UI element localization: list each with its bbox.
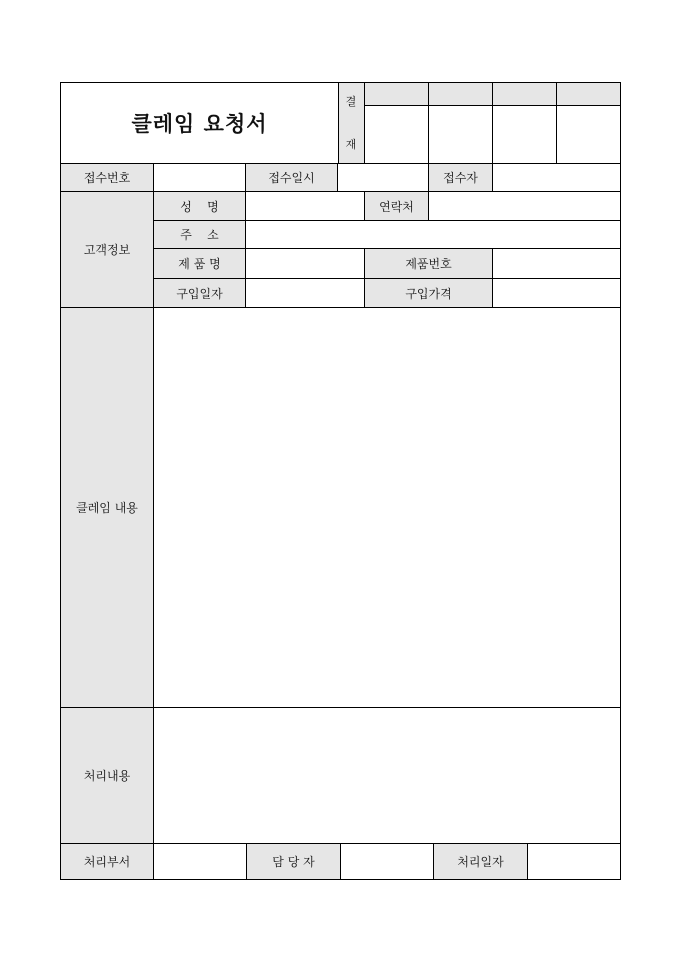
form-title: 클레임 요청서	[131, 111, 268, 136]
purchase-price-label: 구입가격	[405, 286, 452, 301]
address-label: 주 소	[180, 228, 219, 242]
product-number-field[interactable]	[493, 249, 620, 278]
handling-content-field[interactable]	[154, 708, 620, 843]
purchase-price-field[interactable]	[493, 279, 620, 307]
address-field[interactable]	[246, 221, 620, 248]
approval-label-bottom: 재	[345, 138, 357, 151]
name-field[interactable]	[246, 192, 364, 220]
claim-content-label: 클레임 내용	[76, 501, 138, 515]
handling-department-field[interactable]	[154, 844, 246, 879]
handling-content-label: 처리내용	[83, 769, 131, 783]
handling-department-label: 처리부서	[83, 855, 131, 869]
product-name-field[interactable]	[246, 249, 364, 278]
receiver-label: 접수자	[443, 171, 478, 185]
reception-number-field[interactable]	[154, 164, 245, 191]
approval-sign-box-3[interactable]	[493, 106, 556, 163]
purchase-date-label: 구입일자	[176, 286, 223, 301]
receiver-field[interactable]	[493, 164, 620, 191]
customer-info-label: 고객정보	[83, 243, 131, 257]
handling-date-field[interactable]	[528, 844, 620, 879]
contact-field[interactable]	[429, 192, 620, 220]
contact-label: 연락처	[379, 199, 414, 214]
manager-field[interactable]	[341, 844, 433, 879]
product-name-label: 제 품 명	[178, 257, 221, 271]
reception-datetime-field[interactable]	[338, 164, 428, 191]
approval-label-top: 결	[345, 95, 357, 108]
approval-sign-box-2[interactable]	[429, 106, 492, 163]
claim-content-field[interactable]	[154, 308, 620, 707]
purchase-date-field[interactable]	[246, 279, 364, 307]
name-label: 성 명	[180, 199, 219, 214]
handling-date-label: 처리일자	[457, 855, 504, 869]
approval-sign-box-1[interactable]	[365, 106, 428, 163]
reception-datetime-label: 접수일시	[268, 171, 315, 185]
manager-label: 담 당 자	[272, 855, 315, 869]
reception-number-label: 접수번호	[83, 171, 131, 185]
product-number-label: 제품번호	[405, 257, 452, 271]
approval-sign-box-4[interactable]	[557, 106, 620, 163]
